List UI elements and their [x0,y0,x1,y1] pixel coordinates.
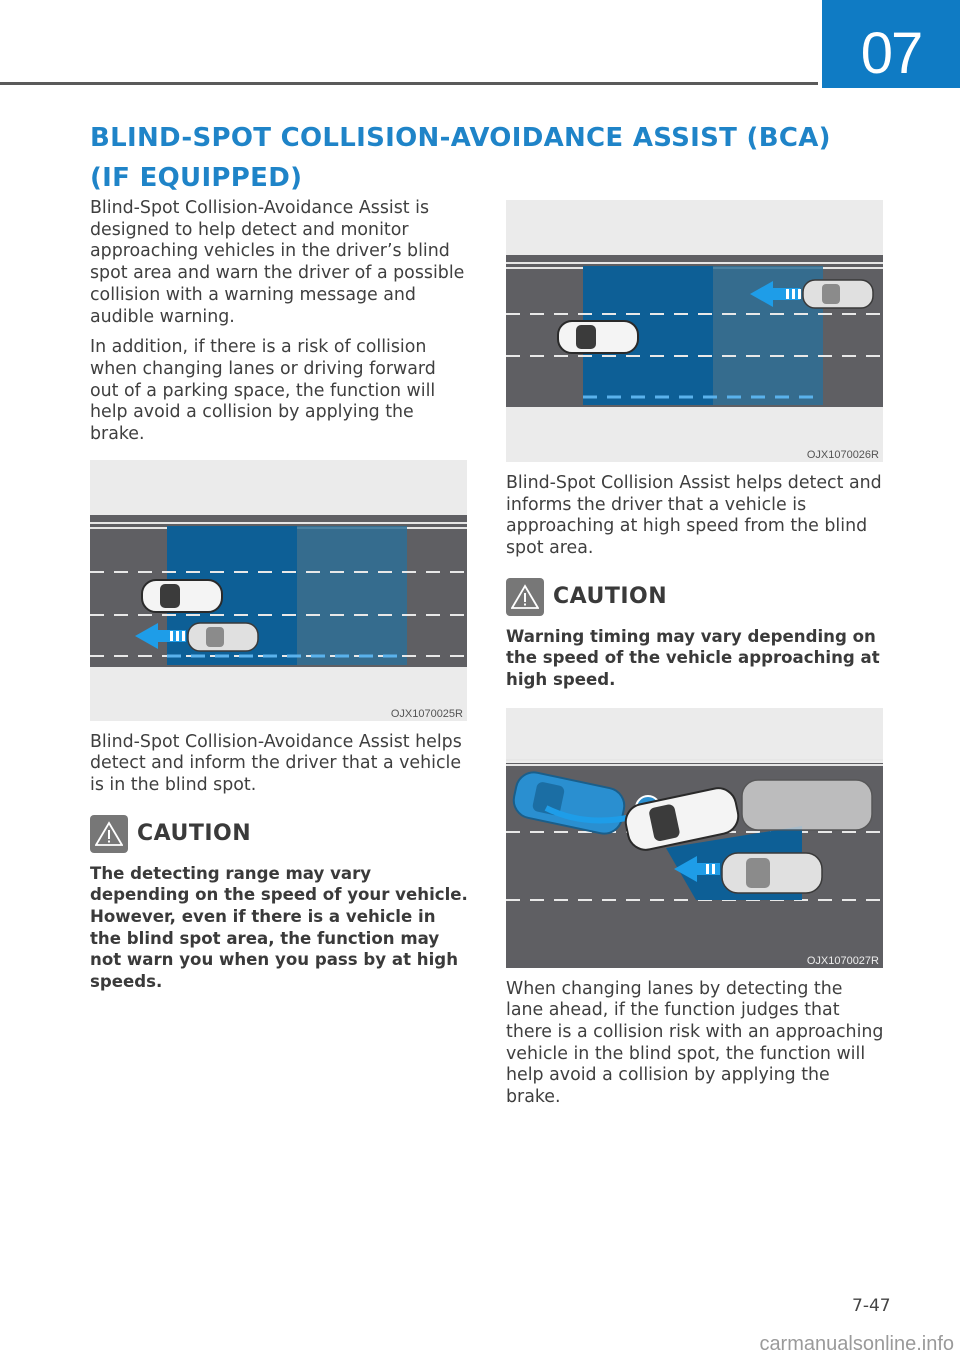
section-title-line1: BLIND-SPOT COLLISION-AVOIDANCE ASSIST (BCA) [90,123,831,153]
figure-high-speed-approach [506,200,883,462]
caution-heading [90,815,468,853]
car-icon [142,580,222,612]
figure-blind-spot [90,460,467,721]
right-column [506,198,884,1118]
caution-text: The detecting range may vary depending on the speed of your vehicle. However, even if there is a vehicle in the blind spot area, the function may not warn you when you pass by at high speeds. [90,863,468,991]
blind-spot-illustration [90,460,467,721]
figure-lane-change-braking [506,708,883,968]
caution-title: CAUTION [137,821,252,847]
figure-code: OJX1070027R [806,954,879,967]
figure-caption: When changing lanes by detecting the lane ahead, if the function judges that there is a collision risk with an approaching vehicle in the blind spot, the function will help avoid a collision by applying the brake. [506,978,884,1108]
watermark: carmanualsonline.info [759,1333,954,1355]
caution-title: CAUTION [553,584,668,610]
figure-code: OJX1070025R [390,707,463,720]
car-icon [803,280,873,308]
figure-caption: Blind-Spot Collision-Avoidance Assist helps detect and inform the driver that a vehicle is in the blind spot. [90,731,462,796]
lane-change-braking-illustration [506,708,883,968]
caution-text: Warning timing may vary depending on the speed of the vehicle approaching at high speed. [506,626,880,689]
intro-paragraph: Blind-Spot Collision-Avoidance Assist is designed to help detect and monitor approaching vehicles in the driver’s blind spot area and warn the driver of a possible collision with a warning message and audible warning. [90,198,465,327]
figure-code: OJX1070026R [806,449,879,461]
car-icon [742,780,872,830]
intro-paragraph-2: In addition, if there is a risk of collision when changing lanes or driving forward out of a parking space, the function will help avoid a collision by applying the brake. [90,337,436,445]
warning-triangle-icon [90,815,128,853]
figure-caption: Blind-Spot Collision Assist helps detect and informs the driver that a vehicle is approaching at high speed from the blind spot area. [506,473,882,559]
car-icon [722,853,822,893]
header-rule [0,82,818,85]
car-icon [188,623,258,651]
left-column [90,198,468,992]
warning-triangle-icon [506,578,544,616]
car-icon [558,321,638,353]
chapter-number: 07 [822,0,960,88]
high-speed-approach-illustration [506,200,883,462]
page-number: 7-47 [852,1296,891,1316]
section-title-line2: (IF EQUIPPED) [90,163,303,193]
section-title [90,118,850,198]
caution-heading [506,578,884,616]
